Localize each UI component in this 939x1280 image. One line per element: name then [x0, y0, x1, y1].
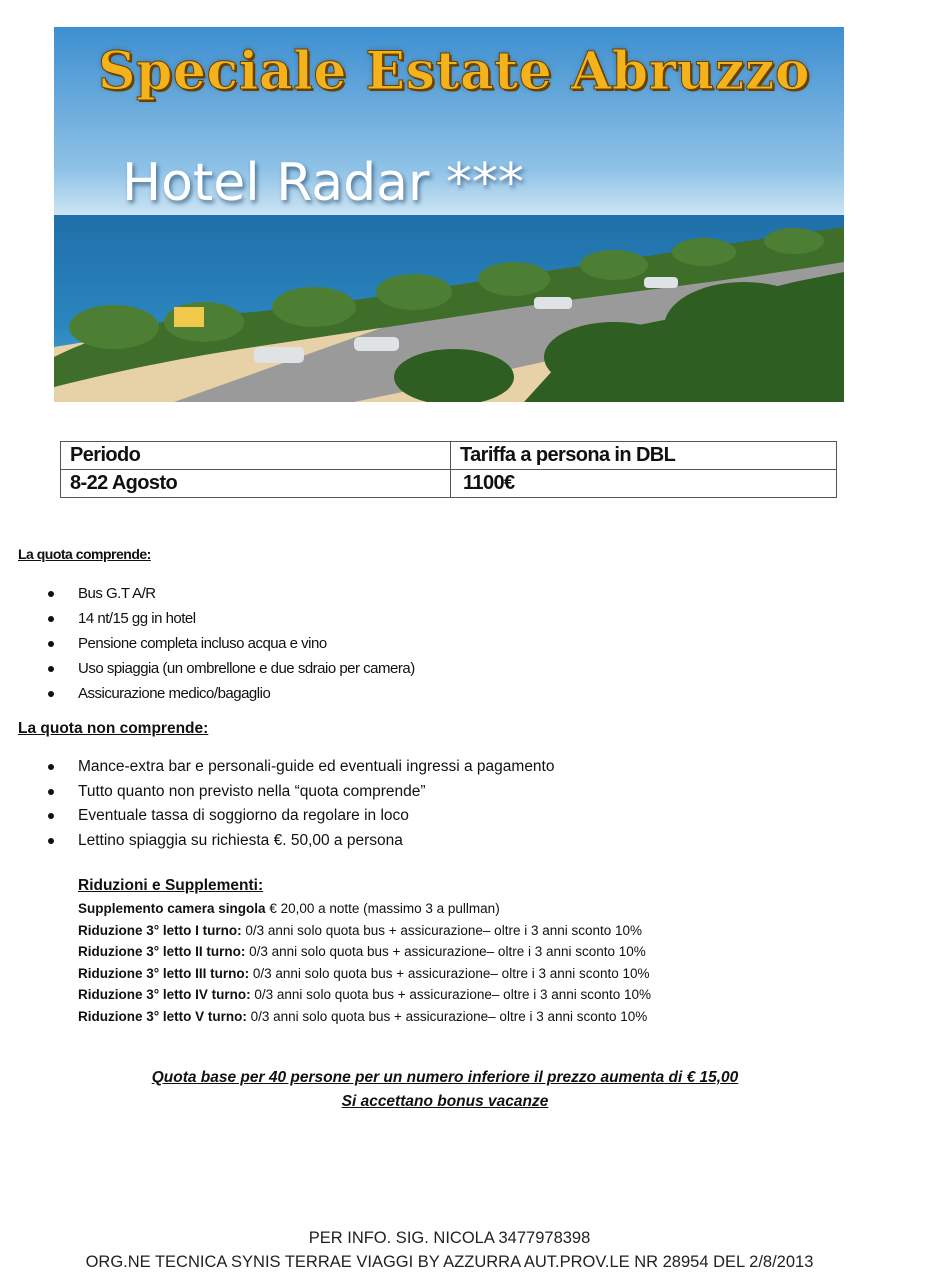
reduction-row: [78, 1006, 651, 1028]
reduction-label: Riduzione 3° letto II turno:: [78, 944, 246, 960]
list-item: Lettino spiaggia su richiesta €. 50,00 a persona: [0, 829, 554, 854]
list-item: Pensione completa incluso acqua e vino: [0, 631, 415, 656]
list-item: Bus G.T A/R: [0, 581, 415, 606]
reduction-text: 0/3 anni solo quota bus + assicurazione– oltre i 3 anni sconto 10%: [241, 922, 643, 938]
reductions-section: [78, 877, 651, 1028]
list-item: 14 nt/15 gg in hotel: [0, 606, 415, 631]
reductions-title: Riduzioni e Supplementi:: [78, 877, 264, 894]
reduction-label: Riduzione 3° letto IV turno:: [78, 987, 251, 1003]
reduction-text: € 20,00 a notte (massimo 3 a pullman): [265, 901, 500, 916]
header-period: Periodo: [61, 442, 451, 470]
rate-table: [60, 441, 837, 498]
hero-banner: [54, 27, 844, 402]
includes-title: La quota comprende:: [18, 546, 151, 562]
reduction-label: Riduzione 3° letto III turno:: [78, 965, 250, 981]
list-item: Eventuale tassa di soggiorno da regolare in loco: [0, 804, 554, 829]
table-row: [61, 470, 837, 498]
table-header-row: [61, 442, 837, 470]
footer-contact: PER INFO. SIG. NICOLA 3477978398: [308, 1229, 591, 1247]
bonus-note: Si accettano bonus vacanze: [341, 1093, 549, 1110]
cell-period: 8-22 Agosto: [61, 470, 451, 498]
reduction-text: 0/3 anni solo quota bus + assicurazione– oltre i 3 anni sconto 10%: [245, 944, 646, 960]
header-rate: Tariffa a persona in DBL: [451, 442, 837, 470]
list-item: Assicurazione medico/bagaglio: [0, 681, 415, 706]
list-item: Uso spiaggia (un ombrellone e due sdraio per camera): [0, 656, 415, 681]
excludes-title: La quota non comprende:: [18, 720, 209, 737]
reduction-row: [78, 898, 651, 920]
reduction-row: [78, 941, 651, 963]
list-item: Tutto quanto non previsto nella “quota comprende”: [0, 780, 554, 805]
min-group-note: Quota base per 40 persone per un numero inferiore il prezzo aumenta di € 15,00: [151, 1069, 739, 1086]
hotel-name: Hotel Radar ***: [122, 153, 524, 213]
banner-title: Speciale Estate Abruzzo: [98, 41, 811, 102]
list-item: Mance-extra bar e personali-guide ed eventuali ingressi a pagamento: [0, 755, 554, 780]
reduction-label: Riduzione 3° letto I turno:: [78, 922, 242, 938]
excludes-list: [0, 755, 554, 853]
reduction-text: 0/3 anni solo quota bus + assicurazione– oltre i 3 anni sconto 10%: [250, 987, 652, 1003]
reduction-text: 0/3 anni solo quota bus + assicurazione– oltre i 3 anni sconto 10%: [249, 965, 650, 981]
reduction-row: [78, 920, 651, 942]
includes-list: [0, 581, 415, 706]
reduction-label: Riduzione 3° letto V turno:: [78, 1008, 247, 1024]
reduction-text: 0/3 anni solo quota bus + assicurazione– oltre i 3 anni sconto 10%: [246, 1008, 648, 1024]
reduction-row: [78, 963, 651, 985]
reduction-row: [78, 984, 651, 1006]
reduction-label: Supplemento camera singola: [78, 901, 266, 916]
footer-organizer: ORG.NE TECNICA SYNIS TERRAE VIAGGI BY AZZURRA AUT.PROV.LE NR 28954 DEL 2/8/2013: [85, 1253, 814, 1271]
cell-rate: 1100€: [451, 470, 837, 498]
